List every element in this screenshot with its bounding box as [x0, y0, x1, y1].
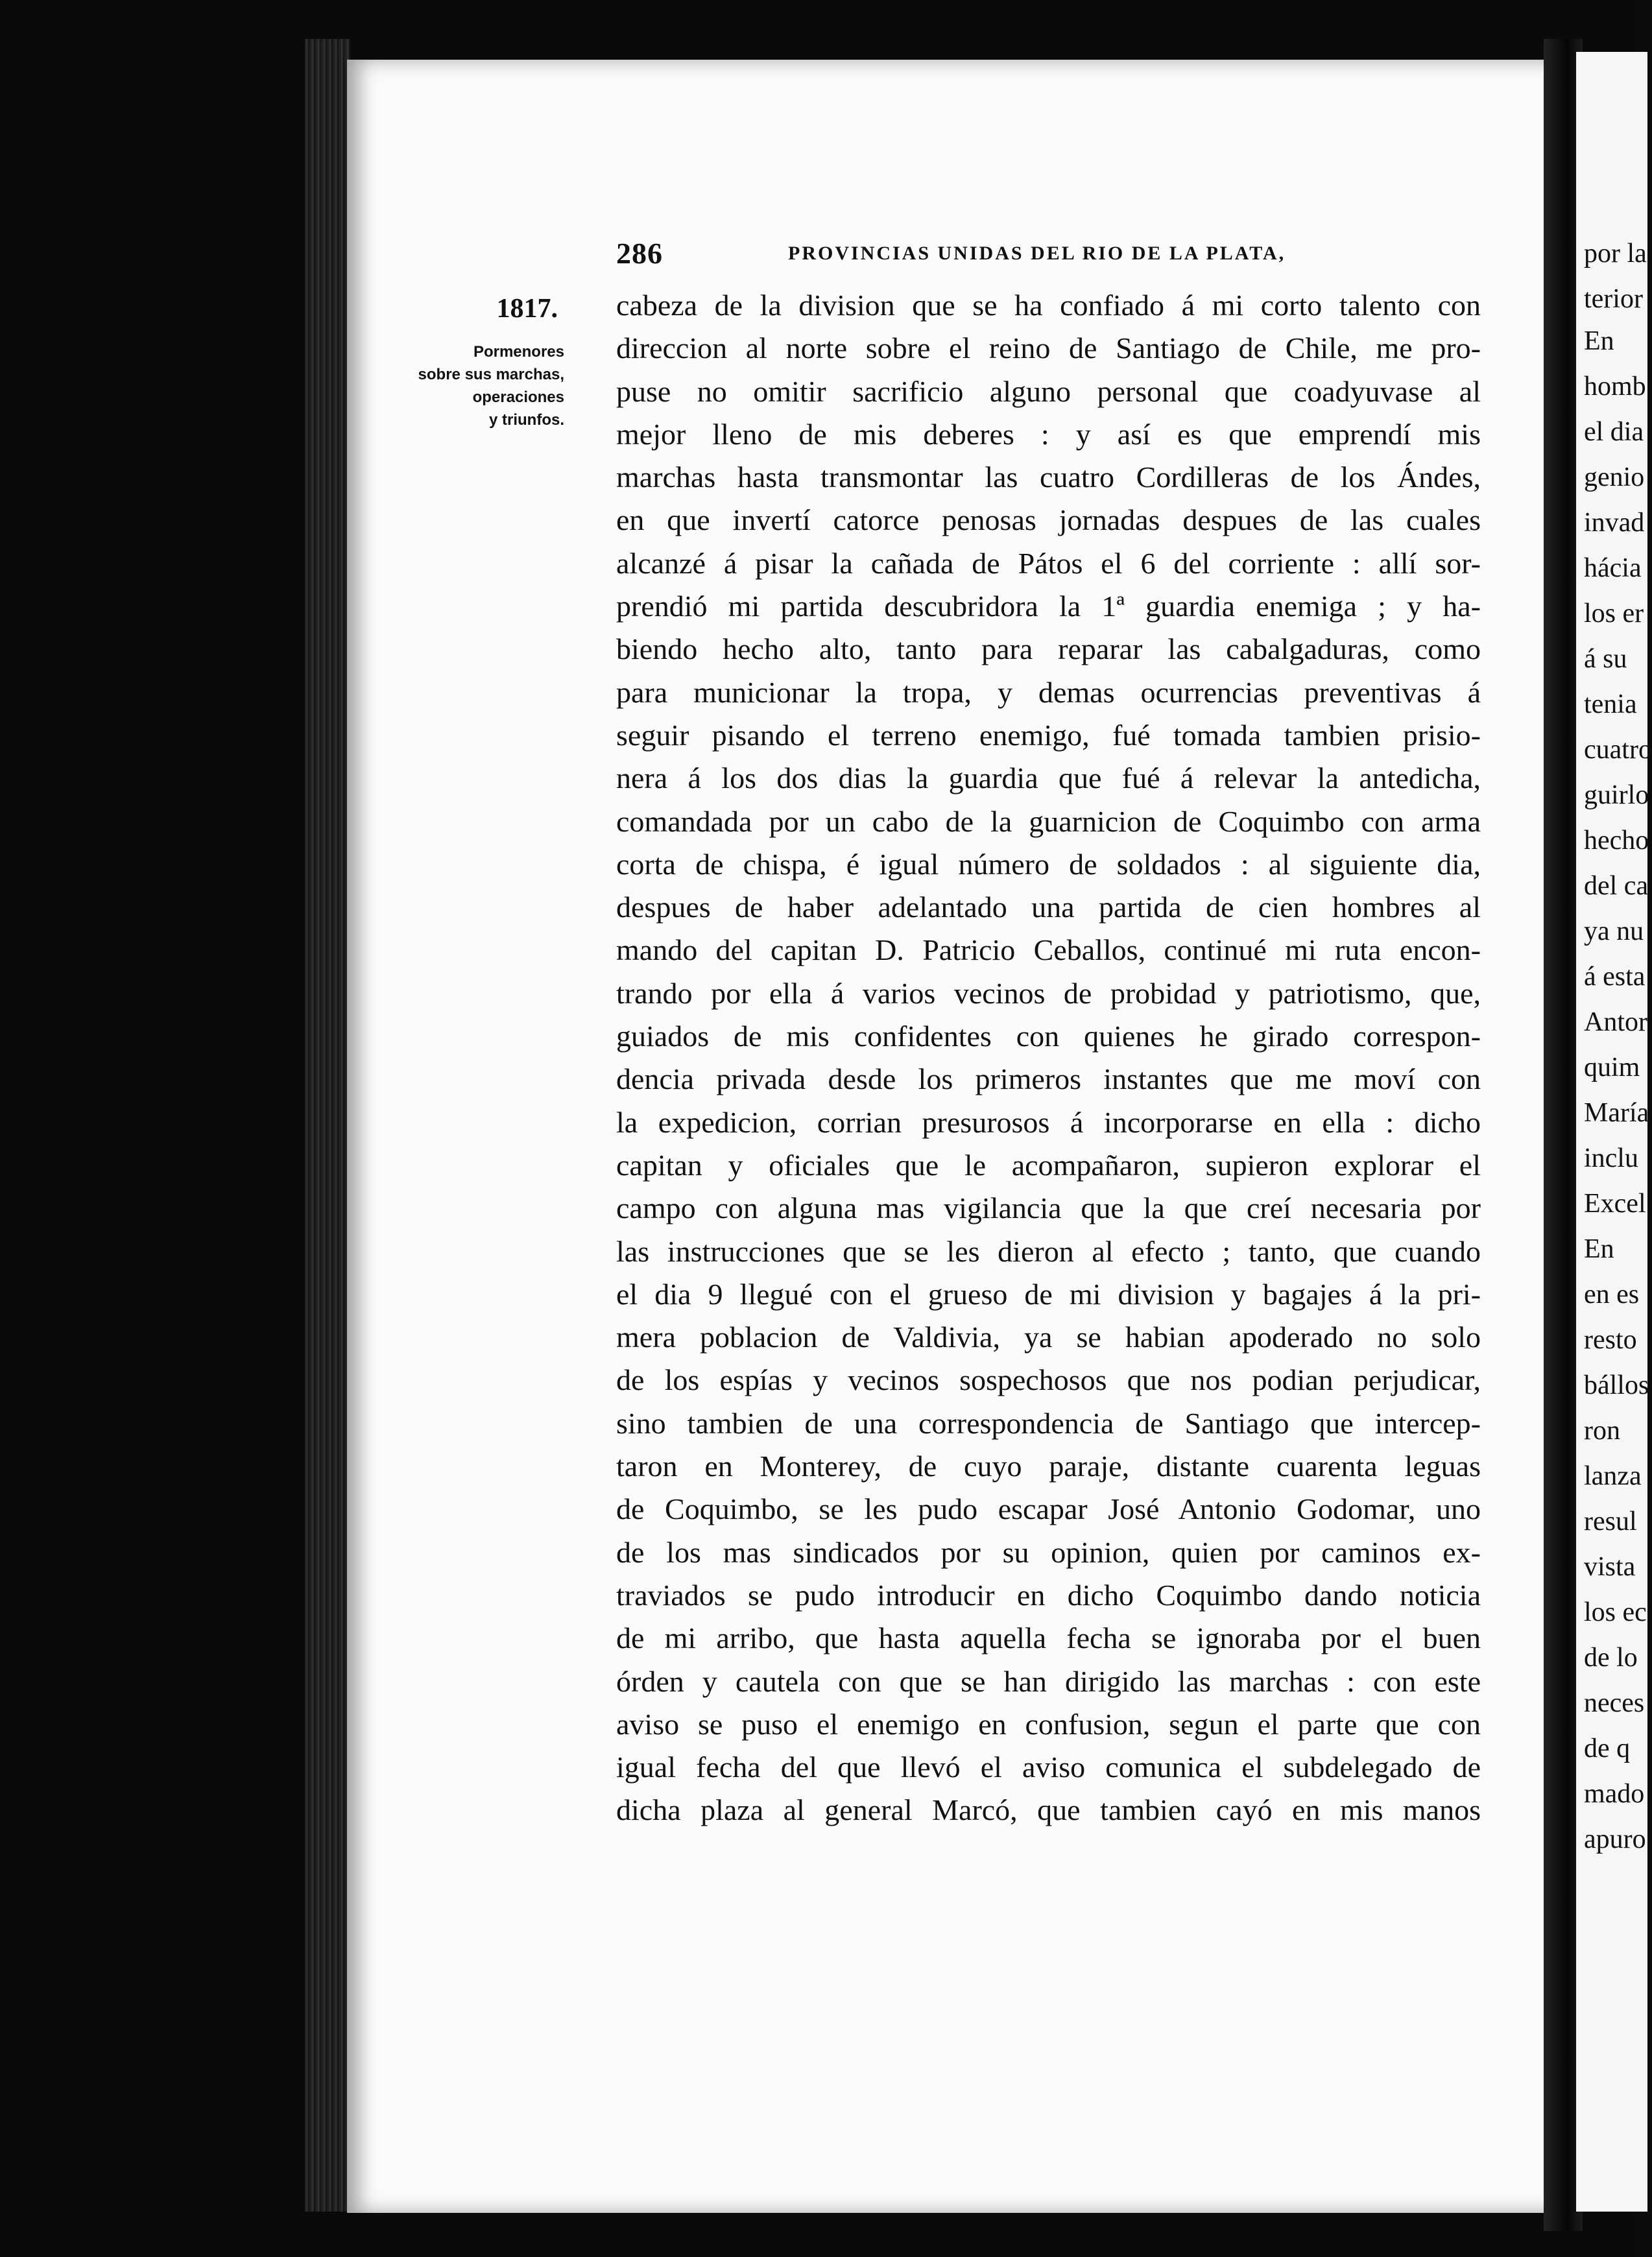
body-line: guiados de mis confidentes con quienes he girado correspon-	[616, 1020, 1481, 1053]
body-line: la expedicion, corrian presurosos á incorporarse en ella : dicho	[616, 1105, 1481, 1139]
body-line: de mi arribo, que hasta aquella fecha se ignoraba por el buen	[616, 1621, 1481, 1655]
adjacent-page-fragment: por la	[1584, 239, 1647, 269]
body-line: corta de chispa, é igual número de soldados : al siguiente dia,	[616, 847, 1481, 881]
body-line: traviados se pudo introducir en dicho Coquimbo dando noticia	[616, 1578, 1481, 1612]
adjacent-page-fragment: En	[1584, 326, 1614, 356]
body-line: dencia privada desde los primeros instantes que me moví con	[616, 1062, 1481, 1096]
adjacent-page-fragment: guirlo	[1584, 780, 1649, 810]
body-line: comandada por un cabo de la guarnicion de Coquimbo con arma	[616, 804, 1481, 838]
body-text	[616, 284, 1481, 1832]
adjacent-page-fragment: terior	[1584, 284, 1643, 314]
adjacent-page-fragment: el dia	[1584, 417, 1644, 447]
adjacent-page-fragment: genio	[1584, 462, 1645, 492]
adjacent-page-fragment: tenia	[1584, 689, 1637, 719]
adjacent-page-fragment: homb	[1584, 372, 1646, 401]
adjacent-page	[1576, 52, 1652, 2212]
body-line: de los mas sindicados por su opinion, quien por caminos ex-	[616, 1535, 1481, 1569]
body-line: el dia 9 llegué con el grueso de mi division y bagajes á la pri-	[616, 1277, 1481, 1311]
body-line: de Coquimbo, se les pudo escapar José Antonio Godomar, uno	[616, 1492, 1481, 1526]
body-line: capitan y oficiales que le acompañaron, supieron explorar el	[616, 1148, 1481, 1182]
body-line: mando del capitan D. Patricio Ceballos, continué mi ruta encon-	[616, 933, 1481, 967]
body-line: marchas hasta transmontar las cuatro Cordilleras de los Ándes,	[616, 460, 1481, 494]
body-line: dicha plaza al general Marcó, que tambien cayó en mis manos	[616, 1793, 1481, 1827]
body-line: trando por ella á varios vecinos de probidad y patriotismo, que,	[616, 976, 1481, 1010]
adjacent-page-fragment: resul	[1584, 1507, 1637, 1536]
adjacent-page-fragment: lanza	[1584, 1461, 1642, 1491]
adjacent-page-fragment: hecho	[1584, 826, 1649, 855]
margin-note-line: operaciones	[472, 388, 564, 406]
body-line: prendió mi partida descubridora la 1ª guardia enemiga ; y ha-	[616, 590, 1481, 623]
adjacent-page-fragment: apuro	[1584, 1824, 1646, 1854]
body-line: igual fecha del que llevó el aviso comunica el subdelegado de	[616, 1750, 1481, 1784]
adjacent-page-fragment: á esta	[1584, 962, 1646, 992]
body-line: aviso se puso el enemigo en confusion, segun el parte que con	[616, 1707, 1481, 1741]
adjacent-page-fragment: En	[1584, 1234, 1614, 1264]
adjacent-page-fragment: de lo	[1584, 1643, 1638, 1673]
body-line: mera poblacion de Valdivia, ya se habian apoderado no solo	[616, 1320, 1481, 1354]
adjacent-page-fragment: resto	[1584, 1325, 1637, 1355]
adjacent-page-fragment: ya nu	[1584, 916, 1644, 946]
adjacent-page-fragment: hácia	[1584, 553, 1642, 583]
adjacent-page-fragment: Excel	[1584, 1189, 1646, 1219]
margin-note-line: y triunfos.	[488, 411, 564, 429]
body-line: direccion al norte sobre el reino de Santiago de Chile, me pro-	[616, 331, 1481, 365]
adjacent-page-fragment: Antor	[1584, 1007, 1647, 1037]
adjacent-page-fragment: del ca	[1584, 871, 1649, 901]
body-line: campo con alguna mas vigilancia que la que creí necesaria por	[616, 1191, 1481, 1225]
margin-year: 1817.	[496, 294, 558, 324]
adjacent-page-fragment: cuatro	[1584, 735, 1652, 765]
adjacent-page-fragment: los er	[1584, 599, 1644, 628]
body-line: biendo hecho alto, tanto para reparar las cabalgaduras, como	[616, 632, 1481, 666]
adjacent-page-fragment: vista	[1584, 1552, 1636, 1582]
body-line: las instrucciones que se les dieron al efecto ; tanto, que cuando	[616, 1234, 1481, 1268]
body-line: nera á los dos dias la guardia que fué á relevar la antedicha,	[616, 761, 1481, 795]
adjacent-page-fragment: á su	[1584, 644, 1627, 674]
adjacent-page-fragment: ron	[1584, 1416, 1620, 1446]
body-line: seguir pisando el terreno enemigo, fué tomada tambien prisio-	[616, 718, 1481, 752]
body-line: despues de haber adelantado una partida de cien hombres al	[616, 890, 1481, 924]
adjacent-page-fragment: invad	[1584, 508, 1645, 538]
running-head	[616, 236, 1330, 275]
adjacent-page-fragment: los ec	[1584, 1597, 1647, 1627]
adjacent-page-fragment: de q	[1584, 1734, 1631, 1763]
book-page-edges	[305, 39, 350, 2212]
body-line: taron en Monterey, de cuyo paraje, distante cuarenta leguas	[616, 1450, 1481, 1483]
adjacent-page-fragment: inclu	[1584, 1143, 1638, 1173]
page-number: 286	[616, 237, 663, 270]
margin-note-line: sobre sus marchas,	[418, 366, 564, 383]
header-title: PROVINCIAS UNIDAS DEL RIO DE LA PLATA,	[788, 243, 1286, 264]
body-line: puse no omitir sacrificio alguno personal que coadyuvase al	[616, 374, 1481, 408]
adjacent-page-fragment: mado	[1584, 1779, 1645, 1809]
body-line: de los espías y vecinos sospechosos que nos podian perjudicar,	[616, 1363, 1481, 1397]
margin-note-line: Pormenores	[473, 343, 564, 361]
adjacent-page-fragment: neces	[1584, 1688, 1645, 1718]
adjacent-page-fragment: María	[1584, 1098, 1649, 1128]
body-line: cabeza de la division que se ha confiado á mi corto talento con	[616, 289, 1481, 322]
body-line: sino tambien de una correspondencia de Santiago que intercep-	[616, 1406, 1481, 1440]
margin-note	[389, 340, 564, 431]
adjacent-page-fragment: bállos	[1584, 1370, 1649, 1400]
body-line: para municionar la tropa, y demas ocurrencias preventivas á	[616, 675, 1481, 709]
adjacent-page-fragment: quim	[1584, 1053, 1640, 1082]
body-line: alcanzé á pisar la cañada de Pátos el 6 del corriente : allí sor-	[616, 546, 1481, 580]
body-line: órden y cautela con que se han dirigido las marchas : con este	[616, 1664, 1481, 1698]
adjacent-page-fragment: en es	[1584, 1280, 1640, 1309]
body-line: mejor lleno de mis deberes : y así es que emprendí mis	[616, 417, 1481, 451]
body-line: en que invertí catorce penosas jornadas despues de las cuales	[616, 503, 1481, 537]
